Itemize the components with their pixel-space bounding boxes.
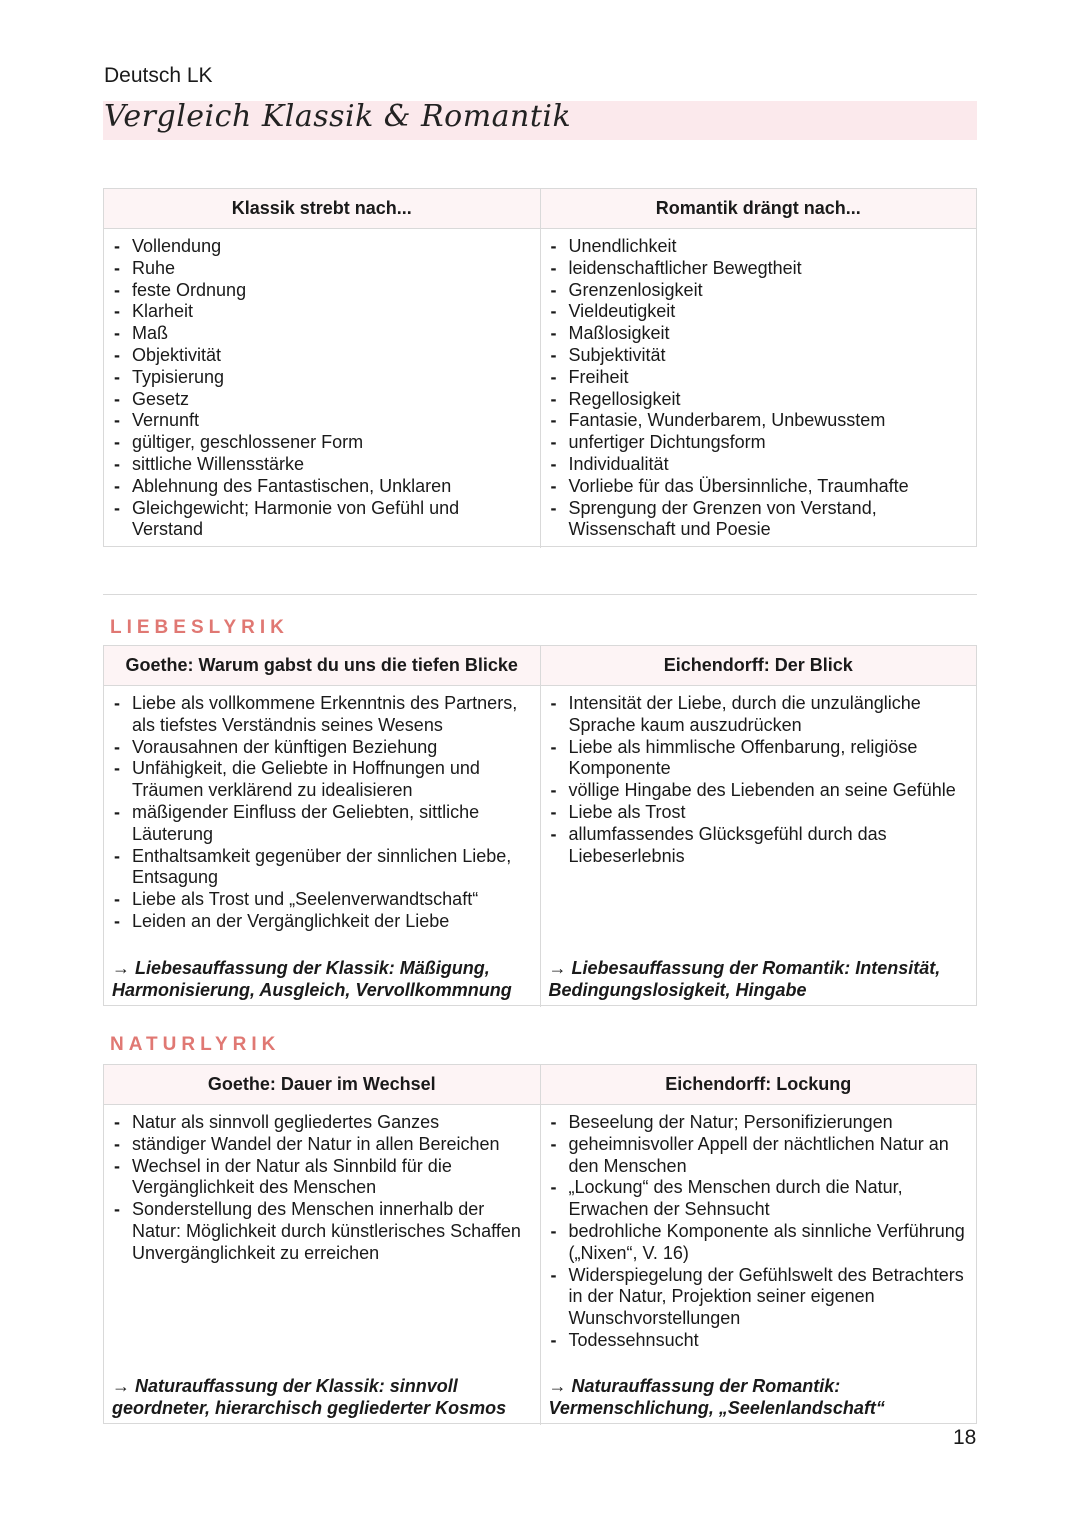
section-divider <box>103 594 977 595</box>
list-item: - Maßlosigkeit <box>549 323 969 345</box>
list-item: - Todessehnsucht <box>549 1330 969 1352</box>
page-number: 18 <box>953 1426 977 1449</box>
comparison-table-liebeslyrik <box>103 645 977 1006</box>
list-item: - Beseelung der Natur; Personifizierungen <box>549 1112 969 1134</box>
section-heading-naturlyrik: NATURLYRIK <box>110 1034 281 1055</box>
list-item: - Liebe als himmlische Offenbarung, religiöse Komponente <box>549 737 969 781</box>
romantik-conclusion: → Naturauffassung der Romantik: Vermenschlichung, „Seelenlandschaft“ <box>548 1376 885 1419</box>
header-goethe-blicke: Goethe: Warum gabst du uns die tiefen Blicke <box>104 646 541 685</box>
list-item: - Leiden an der Vergänglichkeit der Liebe <box>112 911 532 933</box>
list-item: - völlige Hingabe des Liebenden an seine Gefühle <box>549 780 969 802</box>
list-item: - Vorliebe für das Übersinnliche, Traumhafte <box>549 476 969 498</box>
header-klassik: Klassik strebt nach... <box>104 189 541 228</box>
list-item: - Objektivität <box>112 345 532 367</box>
list-item: - Intensität der Liebe, durch die unzulängliche Sprache kaum auszudrücken <box>549 693 969 737</box>
list-item: - Regellosigkeit <box>549 389 969 411</box>
list-item: - bedrohliche Komponente als sinnliche Verführung („Nixen“, V. 16) <box>549 1221 969 1265</box>
list-item: - unfertiger Dichtungsform <box>549 432 969 454</box>
list-item: - „Lockung“ des Menschen durch die Natur, Erwachen der Sehnsucht <box>549 1177 969 1221</box>
list-item: - leidenschaftlicher Bewegtheit <box>549 258 969 280</box>
list-item: - Sonderstellung des Menschen innerhalb der Natur: Möglichkeit durch künstlerisches Schaffen Unvergänglichkeit zu erreichen <box>112 1199 532 1264</box>
goethe-column <box>104 1105 541 1425</box>
eichendorff-list <box>549 1112 969 1352</box>
table-header-row <box>104 189 976 229</box>
list-item: - Typisierung <box>112 367 532 389</box>
list-item: - Klarheit <box>112 301 532 323</box>
list-item: - sittliche Willensstärke <box>112 454 532 476</box>
table-header-row <box>104 1065 976 1105</box>
header-eichendorff-lockung: Eichendorff: Lockung <box>665 1074 852 1094</box>
header-eichendorff-blick: Eichendorff: Der Blick <box>663 655 853 675</box>
list-item: - Gesetz <box>112 389 532 411</box>
list-item: - mäßigender Einfluss der Geliebten, sittliche Läuterung <box>112 802 532 846</box>
list-item: - Freiheit <box>549 367 969 389</box>
page-title: Vergleich Klassik & Romantik <box>104 99 572 134</box>
header-romantik: Romantik drängt nach... <box>655 198 861 218</box>
list-item: - Ruhe <box>112 258 532 280</box>
section-heading-liebeslyrik: LIEBESLYRIK <box>110 617 289 638</box>
list-item: - Unendlichkeit <box>549 236 969 258</box>
list-item: - Individualität <box>549 454 969 476</box>
eichendorff-column <box>541 686 977 1007</box>
list-item: - Natur als sinnvoll gegliedertes Ganzes <box>112 1112 532 1134</box>
list-item: - Gleichgewicht; Harmonie von Gefühl und Verstand <box>112 498 532 542</box>
eichendorff-list <box>549 693 969 867</box>
list-item: - allumfassendes Glücksgefühl durch das Liebeserlebnis <box>549 824 969 868</box>
klassik-conclusion: → Liebesauffassung der Klassik: Mäßigung, Harmonisierung, Ausgleich, Vervollkommnung <box>112 958 512 1001</box>
romantik-conclusion: → Liebesauffassung der Romantik: Intensität, Bedingungslosigkeit, Hingabe <box>548 958 941 1001</box>
eichendorff-column <box>541 1105 977 1425</box>
list-item: - Fantasie, Wunderbarem, Unbewusstem <box>549 410 969 432</box>
goethe-list <box>112 1112 532 1265</box>
goethe-column <box>104 686 541 1007</box>
table-header-row <box>104 646 976 686</box>
romantik-list <box>549 236 969 541</box>
list-item: - Grenzenlosigkeit <box>549 280 969 302</box>
list-item: - Liebe als Trost und „Seelenverwandtschaft“ <box>112 889 532 911</box>
list-item: - Vieldeutigkeit <box>549 301 969 323</box>
header-goethe-dauer: Goethe: Dauer im Wechsel <box>104 1065 541 1104</box>
klassik-column <box>104 229 541 548</box>
list-item: - Ablehnung des Fantastischen, Unklaren <box>112 476 532 498</box>
list-item: - Liebe als Trost <box>549 802 969 824</box>
comparison-table-general <box>103 188 977 547</box>
romantik-column <box>541 229 977 548</box>
list-item: - Sprengung der Grenzen von Verstand, Wissenschaft und Poesie <box>549 498 969 542</box>
klassik-conclusion: → Naturauffassung der Klassik: sinnvoll geordneter, hierarchisch gegliederter Kosmos <box>112 1376 507 1419</box>
comparison-table-naturlyrik <box>103 1064 977 1424</box>
list-item: - Subjektivität <box>549 345 969 367</box>
klassik-list <box>112 236 532 541</box>
list-item: - gültiger, geschlossener Form <box>112 432 532 454</box>
list-item: - Vollendung <box>112 236 532 258</box>
list-item: - Vorausahnen der künftigen Beziehung <box>112 737 532 759</box>
list-item: - Maß <box>112 323 532 345</box>
subject-label: Deutsch LK <box>104 64 213 87</box>
list-item: - Enthaltsamkeit gegenüber der sinnlichen Liebe, Entsagung <box>112 846 532 890</box>
list-item: - Vernunft <box>112 410 532 432</box>
list-item: - Unfähigkeit, die Geliebte in Hoffnungen und Träumen verklärend zu idealisieren <box>112 758 532 802</box>
list-item: - Wechsel in der Natur als Sinnbild für die Vergänglichkeit des Menschen <box>112 1156 532 1200</box>
goethe-list <box>112 693 532 933</box>
list-item: - geheimnisvoller Appell der nächtlichen Natur an den Menschen <box>549 1134 969 1178</box>
list-item: - Widerspiegelung der Gefühlswelt des Betrachters in der Natur, Projektion seiner eigenen Wunschvorstellungen <box>549 1265 969 1330</box>
list-item: - ständiger Wandel der Natur in allen Bereichen <box>112 1134 532 1156</box>
list-item: - Liebe als vollkommene Erkenntnis des Partners, als tiefstes Verständnis seines Wesens <box>112 693 532 737</box>
list-item: - feste Ordnung <box>112 280 532 302</box>
